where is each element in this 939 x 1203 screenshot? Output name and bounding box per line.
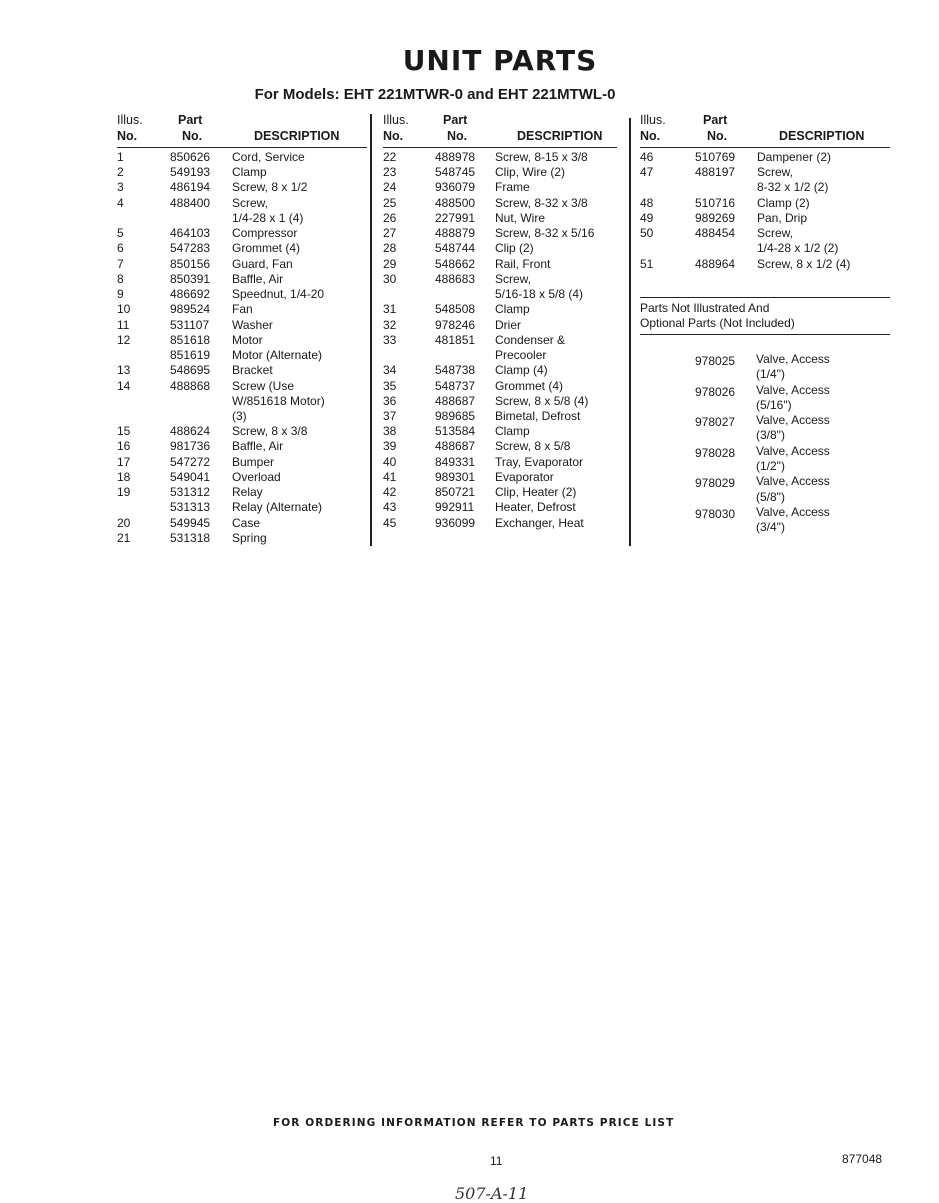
illus-number: 14: [117, 378, 131, 393]
header-underline: [383, 147, 617, 148]
table-row: [383, 165, 621, 180]
part-description: Screw (Use W/851618 Motor) (3): [232, 378, 325, 423]
table-row: [117, 516, 369, 531]
header-illus: Illus.: [383, 113, 409, 127]
parts-rows: [640, 150, 895, 272]
illus-number: 21: [117, 530, 131, 545]
header-description: DESCRIPTION: [779, 129, 865, 143]
illus-number: 37: [383, 408, 397, 423]
table-row: [640, 211, 895, 226]
part-description: Condenser & Precooler: [495, 332, 566, 363]
table-row: [383, 150, 621, 165]
table-row: [117, 226, 369, 241]
part-description: Bracket: [232, 363, 273, 378]
illus-number: 8: [117, 271, 124, 286]
illus-number: 9: [117, 287, 124, 302]
part-number: 488500: [435, 195, 476, 210]
illus-number: 7: [117, 256, 124, 271]
part-description: Screw, 1/4-28 x 1/2 (2): [757, 226, 839, 256]
table-row: [383, 500, 621, 515]
part-description: Spring: [232, 530, 267, 545]
part-description: Heater, Defrost: [495, 500, 576, 515]
illus-number: 1: [117, 150, 124, 164]
table-row: [383, 379, 621, 394]
part-description: Clip, Wire (2): [495, 165, 566, 180]
table-row: [117, 302, 369, 317]
part-number: 936099: [435, 515, 476, 530]
part-description: Frame: [495, 180, 530, 195]
part-number: 488978: [435, 150, 476, 164]
part-description: Valve, Access (3/8"): [756, 413, 830, 443]
part-number: 850721: [435, 485, 476, 500]
illus-number: 2: [117, 165, 124, 180]
part-number: 488197: [695, 165, 736, 180]
illus-number: 3: [117, 180, 124, 195]
illus-number: 6: [117, 241, 124, 256]
part-description: Grommet (4): [232, 241, 301, 256]
part-description: Screw, 8 x 3/8: [232, 424, 308, 439]
table-row: [383, 272, 621, 302]
part-description: Screw, 8-32 x 3/8: [495, 195, 588, 210]
table-row: [383, 470, 621, 485]
header-underline: [117, 147, 367, 148]
table-row: [117, 500, 369, 515]
part-description: Valve, Access (1/4"): [756, 352, 830, 382]
header-description: DESCRIPTION: [254, 129, 340, 143]
illus-number: 32: [383, 317, 397, 332]
part-number: 549193: [170, 165, 211, 180]
table-row: [117, 165, 369, 180]
column-divider: [370, 114, 372, 546]
part-description: Screw, 8 x 5/8 (4): [495, 393, 589, 408]
part-number: 851619: [170, 348, 211, 363]
part-number: 488683: [435, 271, 476, 286]
illus-number: 33: [383, 332, 397, 347]
table-row: [383, 196, 621, 211]
illus-number: 16: [117, 439, 131, 454]
part-description: Screw, 8-32 x 1/2 (2): [757, 165, 829, 195]
part-description: Clip (2): [495, 241, 534, 256]
table-row: [117, 180, 369, 195]
table-row: [117, 379, 369, 425]
handwritten-note: 507-A-11: [455, 1184, 529, 1203]
table-row: [383, 439, 621, 454]
part-number: 486194: [170, 180, 211, 195]
illus-number: 35: [383, 378, 397, 393]
part-number: 992911: [435, 500, 475, 515]
table-row: [383, 394, 621, 409]
part-number: 510769: [695, 150, 736, 164]
header-part: Part: [703, 113, 728, 127]
part-number: 531107: [170, 317, 210, 332]
part-description: Rail, Front: [495, 256, 551, 271]
illus-number: 24: [383, 180, 397, 195]
part-description: Evaporator: [495, 469, 554, 484]
table-row: [383, 241, 621, 256]
table-row: [117, 287, 369, 302]
part-description: Valve, Access (5/16"): [756, 382, 830, 412]
part-number: 510716: [695, 195, 736, 210]
part-description: Drier: [495, 317, 521, 332]
table-row: [383, 363, 621, 378]
part-description: Relay (Alternate): [232, 500, 323, 515]
part-description: Washer: [232, 317, 273, 332]
illus-number: 49: [640, 210, 654, 225]
illus-number: 41: [383, 469, 397, 484]
illus-number: 27: [383, 226, 397, 241]
header-part-no: No.: [707, 129, 728, 143]
part-number: 227991: [435, 210, 476, 225]
illus-number: 22: [383, 150, 397, 164]
part-number: 548744: [435, 241, 476, 256]
part-description: Relay: [232, 485, 263, 500]
table-row: [117, 241, 369, 256]
table-row: [117, 150, 369, 165]
part-description: Case: [232, 515, 261, 530]
part-number: 989524: [170, 302, 211, 317]
part-number: 978027: [695, 415, 736, 430]
table-row: [117, 257, 369, 272]
part-number: 548738: [435, 363, 476, 378]
part-number: 464103: [170, 226, 211, 241]
header-part-no: No.: [182, 129, 203, 143]
part-number: 851618: [170, 332, 211, 347]
table-row: [117, 318, 369, 333]
part-number: 488879: [435, 226, 476, 241]
illus-number: 18: [117, 469, 131, 484]
part-number: 488624: [170, 424, 211, 439]
part-number: 481851: [435, 332, 476, 347]
part-number: 549041: [170, 469, 211, 484]
part-description: Baffle, Air: [232, 439, 284, 454]
illus-number: 30: [383, 271, 397, 286]
illus-number: 4: [117, 195, 124, 210]
part-description: Overload: [232, 469, 281, 484]
part-number: 488454: [695, 226, 736, 241]
header-illus-no: No.: [383, 129, 404, 143]
part-number: 488687: [435, 439, 476, 454]
part-description: Clamp (2): [757, 195, 810, 210]
document-number: 877048: [842, 1152, 883, 1166]
header-illus-no: No.: [640, 129, 661, 143]
illus-number: 13: [117, 363, 131, 378]
table-row: [383, 485, 621, 500]
illus-number: 19: [117, 485, 131, 500]
table-row: [383, 180, 621, 195]
part-number: 978030: [695, 507, 736, 521]
table-row: [117, 348, 369, 363]
illus-number: 36: [383, 393, 397, 408]
part-number: 488868: [170, 378, 211, 393]
part-number: 531318: [170, 530, 211, 545]
part-description: Dampener (2): [757, 150, 832, 164]
column-divider: [629, 118, 631, 546]
table-row: [383, 318, 621, 333]
part-description: Tray, Evaporator: [495, 454, 584, 469]
illus-number: 43: [383, 500, 397, 515]
part-number: 513584: [435, 424, 476, 439]
part-number: 849331: [435, 454, 476, 469]
part-description: Fan: [232, 302, 253, 317]
part-number: 548662: [435, 256, 476, 271]
table-row: [383, 302, 621, 317]
part-number: 549945: [170, 515, 211, 530]
part-number: 978028: [695, 445, 736, 460]
part-number: 981736: [170, 439, 211, 454]
illus-number: 46: [640, 150, 654, 164]
table-row: [640, 150, 895, 165]
section-divider: [640, 334, 890, 335]
part-description: Valve, Access (1/2"): [756, 443, 830, 474]
header-description: DESCRIPTION: [517, 129, 603, 143]
part-number: 936079: [435, 180, 476, 195]
illus-number: 39: [383, 439, 397, 454]
table-row: [383, 455, 621, 470]
part-number: 488687: [435, 393, 476, 408]
table-row: [383, 257, 621, 272]
part-number: 531312: [170, 485, 211, 500]
part-description: Bumper: [232, 454, 275, 469]
illus-number: 15: [117, 424, 131, 439]
header-underline: [640, 147, 890, 148]
table-row: [117, 470, 369, 485]
ordering-info-note: FOR ORDERING INFORMATION REFER TO PARTS PRICE LIST: [273, 1117, 675, 1129]
illus-number: 12: [117, 332, 131, 347]
illus-number: 10: [117, 302, 131, 317]
part-number: 989269: [695, 210, 736, 225]
illus-number: 31: [383, 302, 397, 317]
part-description: Motor: [232, 332, 263, 347]
table-row: [383, 333, 621, 363]
part-description: Baffle, Air: [232, 271, 284, 286]
page-number: 11: [490, 1154, 503, 1168]
table-row: [383, 211, 621, 226]
illus-number: 20: [117, 515, 131, 530]
illus-number: 38: [383, 424, 397, 439]
table-row: [640, 226, 895, 256]
table-row: [117, 531, 369, 546]
part-description: Screw, 8-15 x 3/8: [495, 150, 588, 164]
table-row: [117, 455, 369, 470]
table-row: [383, 409, 621, 424]
part-number: 850391: [170, 271, 211, 286]
part-number: 486692: [170, 287, 211, 302]
illus-number: 42: [383, 485, 397, 500]
parts-rows: [383, 150, 621, 531]
part-description: Screw, 8-32 x 5/16: [495, 226, 595, 241]
illus-number: 28: [383, 241, 397, 256]
header-part: Part: [443, 113, 468, 127]
table-row: [117, 439, 369, 454]
table-row: [383, 226, 621, 241]
part-description: Valve, Access (5/8"): [756, 474, 830, 504]
part-number: 850626: [170, 150, 211, 164]
part-description: Speednut, 1/4-20: [232, 287, 325, 302]
illus-number: 26: [383, 210, 397, 225]
part-description: Screw, 1/4-28 x 1 (4): [232, 195, 304, 225]
part-description: Screw, 8 x 1/2 (4): [757, 256, 851, 271]
part-description: Nut, Wire: [495, 210, 546, 225]
part-number: 531313: [170, 500, 211, 515]
illus-number: 5: [117, 226, 124, 241]
part-number: 547272: [170, 454, 211, 469]
part-description: Cord, Service: [232, 150, 305, 164]
part-number: 978029: [695, 476, 736, 491]
part-description: Clamp: [495, 424, 530, 439]
part-description: Clamp (4): [495, 363, 548, 378]
parts-column-2: [383, 113, 621, 553]
part-number: 488964: [695, 256, 736, 271]
parts-rows: [117, 150, 369, 546]
header-part-no: No.: [447, 129, 468, 143]
table-row: [117, 424, 369, 439]
part-description: Exchanger, Heat: [495, 515, 584, 530]
part-number: 548737: [435, 378, 476, 393]
part-description: Pan, Drip: [757, 210, 808, 225]
part-number: 548508: [435, 302, 476, 317]
table-row: [117, 196, 369, 226]
part-number: 978246: [435, 317, 476, 332]
part-description: Clip, Heater (2): [495, 485, 577, 500]
part-description: Screw, 5/16-18 x 5/8 (4): [495, 271, 584, 302]
illus-number: 51: [640, 256, 654, 271]
part-description: Screw, 8 x 1/2: [232, 180, 308, 195]
part-number: 978026: [695, 384, 736, 399]
illus-number: 45: [383, 515, 397, 530]
illus-number: 47: [640, 165, 654, 180]
part-number: 989301: [435, 469, 476, 484]
part-number: 548695: [170, 363, 211, 378]
section-divider: [640, 297, 890, 298]
part-description: Bimetal, Defrost: [495, 408, 581, 423]
illus-number: 50: [640, 226, 654, 241]
table-row: [117, 363, 369, 378]
table-row: [383, 424, 621, 439]
part-number: 488400: [170, 195, 211, 210]
part-description: Clamp: [495, 302, 530, 317]
illus-number: 17: [117, 454, 131, 469]
header-part: Part: [178, 113, 203, 127]
part-description: Motor (Alternate): [232, 348, 323, 363]
part-number: 978025: [695, 354, 736, 368]
header-illus: Illus.: [640, 113, 666, 127]
illus-number: 48: [640, 195, 654, 210]
part-number: 989685: [435, 408, 476, 423]
table-row: [383, 516, 621, 531]
part-number: 850156: [170, 256, 211, 271]
illus-number: 29: [383, 256, 397, 271]
illus-number: 40: [383, 454, 397, 469]
illus-number: 25: [383, 195, 397, 210]
part-description: Compressor: [232, 226, 298, 241]
table-row: [117, 272, 369, 287]
header-illus: Illus.: [117, 113, 143, 127]
part-description: Grommet (4): [495, 378, 564, 393]
page-title: UNIT PARTS: [402, 44, 598, 77]
header-illus-no: No.: [117, 129, 138, 143]
table-row: [117, 333, 369, 348]
table-row: [117, 485, 369, 500]
table-row: [640, 165, 895, 195]
not-illustrated-heading: Optional Parts (Not Included): [640, 316, 795, 330]
part-description: Clamp: [232, 165, 267, 180]
illus-number: 23: [383, 165, 397, 180]
table-row: [640, 257, 895, 272]
illus-number: 11: [117, 317, 130, 332]
table-row: [640, 196, 895, 211]
illus-number: 34: [383, 363, 397, 378]
not-illustrated-heading: Parts Not Illustrated And: [640, 301, 770, 315]
part-description: Guard, Fan: [232, 256, 293, 271]
part-description: Valve, Access (3/4"): [756, 505, 830, 535]
part-number: 548745: [435, 165, 476, 180]
part-description: Screw, 8 x 5/8: [495, 439, 571, 454]
part-number: 547283: [170, 241, 211, 256]
parts-column-1: [117, 113, 369, 553]
models-subtitle: For Models: EHT 221MTWR-0 and EHT 221MTWL-0: [254, 86, 616, 103]
